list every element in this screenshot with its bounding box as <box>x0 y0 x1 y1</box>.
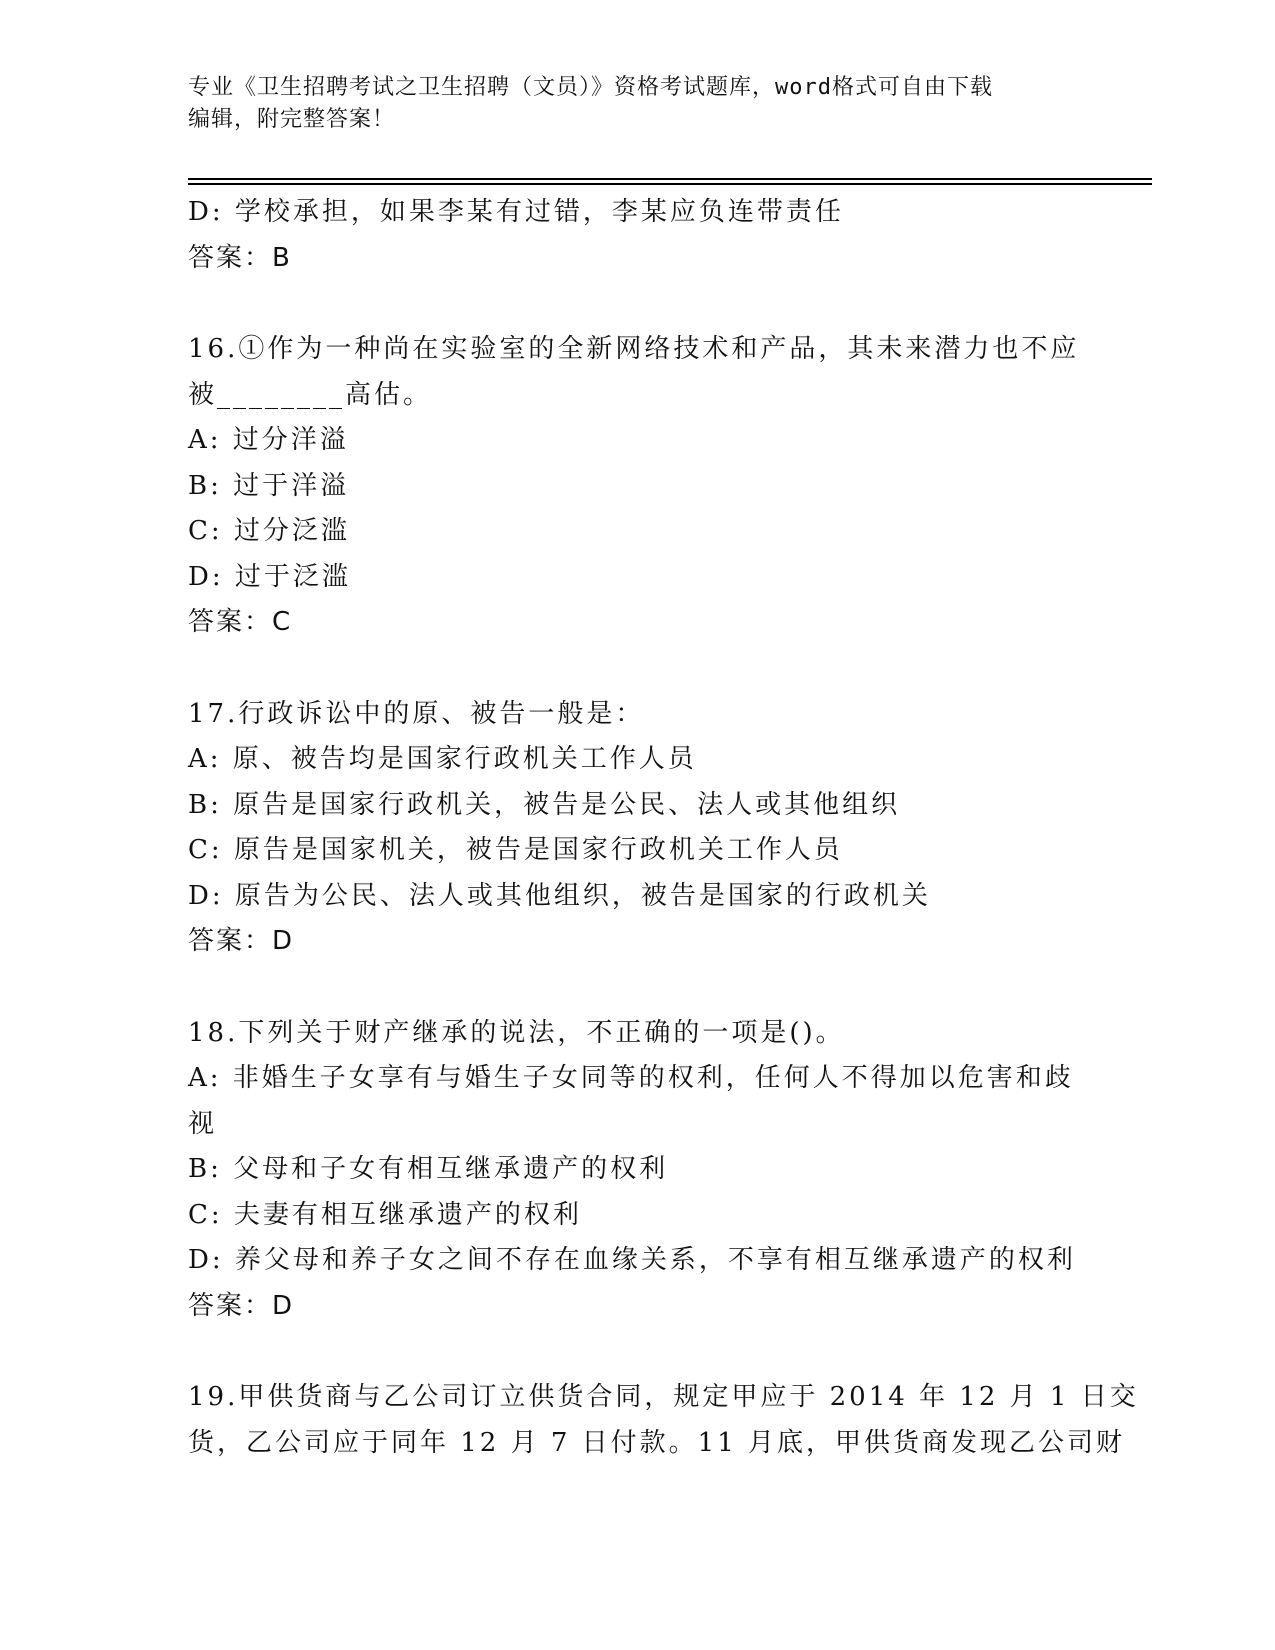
spacer <box>188 1329 1088 1375</box>
q16-option-c: C: 过分泛滥 <box>188 516 350 546</box>
question-16 <box>188 327 1088 646</box>
q19-stem-line-1: 19.甲供货商与乙公司订立供货合同，规定甲应于 2014 年 12 月 1 日交 <box>188 1382 1139 1412</box>
q18-answer: 答案：D <box>188 1290 295 1321</box>
question-list <box>188 190 1139 1466</box>
q18-stem: 18.下列关于财产继承的说法，不正确的一项是()。 <box>188 1017 845 1048</box>
header-rule-top <box>188 178 1152 180</box>
q16-option-d: D: 过于泛滥 <box>188 561 351 592</box>
question-17 <box>188 692 1088 965</box>
q17-stem: 17.行政诉讼中的原、被告一般是： <box>188 698 645 729</box>
q17-option-b: B: 原告是国家行政机关，被告是公民、法人或其他组织 <box>188 789 901 820</box>
q17-option-d: D: 原告为公民、法人或其他组织，被告是国家的行政机关 <box>188 880 931 911</box>
q18-option-c: C: 夫妻有相互继承遗产的权利 <box>188 1199 582 1230</box>
spacer <box>188 281 1088 327</box>
q17-answer: 答案：D <box>188 926 295 956</box>
spacer <box>188 646 1088 692</box>
q17-option-a: A: 原、被告均是国家行政机关工作人员 <box>188 744 697 774</box>
document-header <box>188 72 1068 136</box>
question-19 <box>188 1375 1139 1466</box>
spacer <box>188 965 1088 1011</box>
q18-option-a-line-1: A: 非婚生子女享有与婚生子女同等的权利，任何人不得加以危害和歧 <box>188 1063 1074 1093</box>
q16-option-a: A: 过分洋溢 <box>188 425 349 455</box>
q18-option-d: D: 养父母和养子女之间不存在血缘关系，不享有相互继承遗产的权利 <box>188 1245 1076 1275</box>
q18-option-a-line-2: 视 <box>188 1108 218 1139</box>
question-18 <box>188 1011 1088 1330</box>
q17-option-c: C: 原告是国家机关，被告是国家行政机关工作人员 <box>188 835 843 865</box>
q16-answer: 答案：C <box>188 607 293 637</box>
q16-stem-line-2: 被________高估。 <box>188 379 433 410</box>
question-15 <box>188 190 1088 281</box>
q19-stem-line-2: 货，乙公司应于同年 12 月 7 日付款。11 月底，甲供货商发现乙公司财 <box>188 1427 1126 1458</box>
header-line-1: 专业《卫生招聘考试之卫生招聘（文员）》资格考试题库，word格式可自由下载 <box>188 75 993 100</box>
q16-option-b: B: 过于洋溢 <box>188 470 350 501</box>
q15-answer: 答案：B <box>188 242 292 273</box>
header-rule-bottom <box>188 183 1152 185</box>
header-line-2: 编辑，附完整答案！ <box>188 107 396 132</box>
q15-option-d: D: 学校承担，如果李某有过错，李某应负连带责任 <box>188 197 844 227</box>
q18-option-b: B: 父母和子女有相互继承遗产的权利 <box>188 1154 669 1184</box>
q16-stem-line-1: 16.①作为一种尚在实验室的全新网络技术和产品，其未来潜力也不应 <box>188 334 1080 364</box>
